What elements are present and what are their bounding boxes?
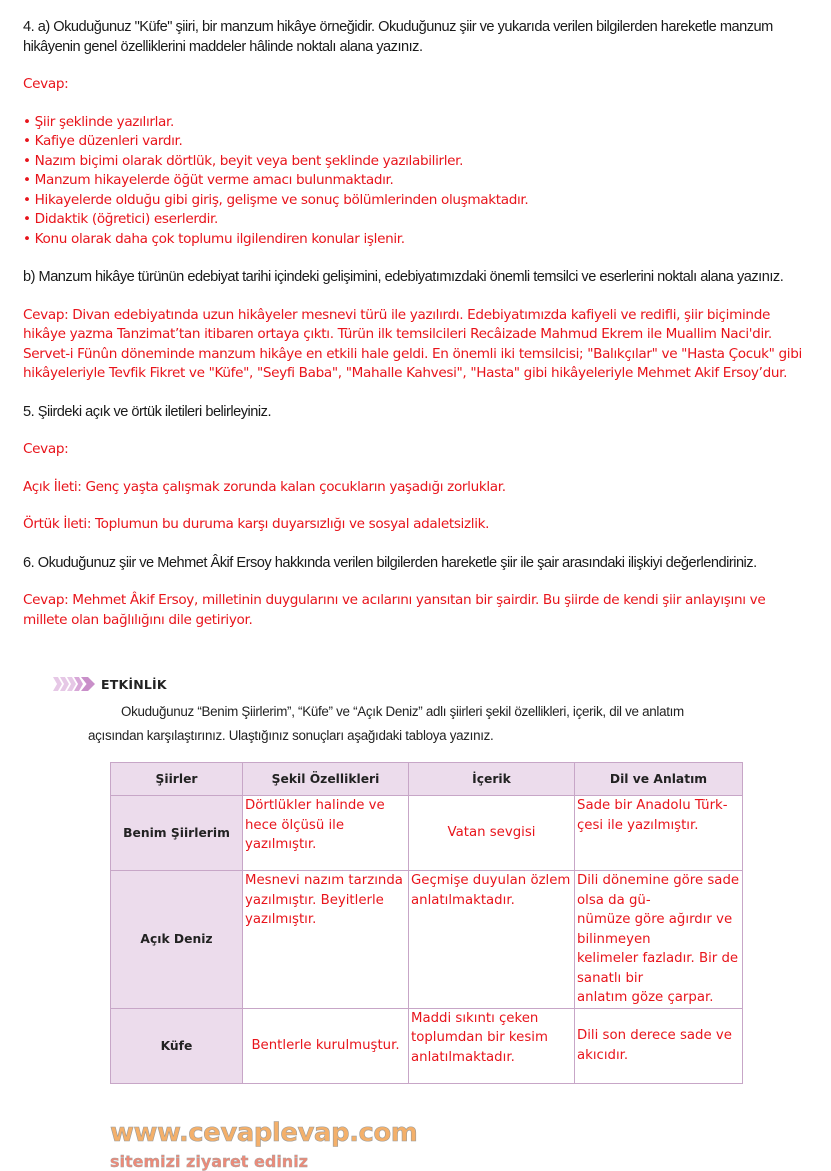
list-item: • Kafiye düzenleri vardır. (23, 132, 813, 152)
cell-icerik: Vatan sevgisi (409, 796, 575, 871)
answer-4a-list (23, 113, 813, 250)
list-item: • Şiir şeklinde yazılırlar. (23, 113, 813, 133)
cell-sekil: Bentlerle kurulmuştur. (243, 1008, 409, 1083)
cell-icerik: Maddi sıkıntı çeken toplumdan bir kesim anlatılmaktadır. (409, 1008, 575, 1083)
list-item: • Manzum hikayelerde öğüt verme amacı bulunmaktadır. (23, 171, 813, 191)
row-header-acik-deniz: Açık Deniz (111, 871, 243, 1009)
list-item: • Konu olarak daha çok toplumu ilgilendiren konular işlenir. (23, 230, 813, 250)
column-header-dil: Dil ve Anlatım (575, 763, 743, 796)
cell-dil-line: nümüze göre ağırdır ve bilinmeyen (577, 912, 733, 947)
answer-label-4a: Cevap: (23, 76, 69, 92)
list-item: • Didaktik (öğretici) eserlerdir. (23, 210, 813, 230)
etkinlik-header (53, 674, 733, 694)
answer-5-ortuk: Örtük İleti: Toplumun bu duruma karşı duyarsızlığı ve sosyal adaletsizlik. (23, 516, 490, 532)
cell-icerik: Geçmişe duyulan özlem anlatılmaktadır. (409, 871, 575, 1009)
answer-5-acik: Açık İleti: Genç yaşta çalışmak zorunda kalan çocukların yaşadığı zorluklar. (23, 478, 506, 495)
cell-dil-line: kelimeler fazladır. Bir de sanatlı bir (577, 951, 739, 986)
watermark-main: www.cevaplevap.com (110, 1117, 418, 1148)
cell-dil-line: anlatım göze çarpar. (577, 990, 714, 1005)
etkinlik-instructions: Okuduğunuz “Benim Şiirlerim”, “Küfe” ve “Açık Deniz” adlı şiirleri şekil özellikleri, içerik, dil ve anlatım açısından karşılaştırınız. Ulaştığınız sonuçları aşağıdaki tabloya yazınız. (88, 704, 684, 743)
list-item: • Nazım biçimi olarak dörtlük, beyit veya bent şeklinde yazılabilirler. (23, 152, 813, 172)
etkinlik-title: ETKİNLİK (101, 676, 167, 692)
watermark-band (110, 1118, 742, 1171)
table-row (111, 871, 743, 1009)
table-header-row (111, 763, 743, 796)
list-item: • Hikayelerde olduğu gibi giriş, gelişme ve sonuç bölümlerinden oluşmaktadır. (23, 191, 813, 211)
chevron-arrows-icon (53, 677, 93, 691)
cell-dil: Sade bir Anadolu Türkçesi ile yazılmıştır. (575, 796, 743, 871)
answer-label-5: Cevap: (23, 441, 69, 457)
table-row (111, 1008, 743, 1083)
table-row (111, 796, 743, 871)
question-5: 5. Şiirdeki açık ve örtük iletileri belirleyiniz. (23, 403, 272, 420)
question-6: 6. Okuduğunuz şiir ve Mehmet Âkif Ersoy hakkında verilen bilgilerden hareketle şiir ile şair arasındaki ilişkiyi değerlendiriniz. (23, 554, 757, 571)
answer-6: Cevap: Mehmet Âkif Ersoy, milletinin duygularını ve acılarını yansıtan bir şairdir. Bu şiirde de kendi şiir anlayışını ve millete olan bağlılığını dile getiriyor. (23, 592, 766, 628)
comparison-table (110, 762, 743, 1084)
cell-dil-line: Dili dönemine göre sade olsa da gü- (577, 873, 740, 908)
column-header-siirler: Şiirler (111, 763, 243, 796)
watermark-secondary: sitemizi ziyaret ediniz (110, 1151, 308, 1171)
cell-dil: Dili son derece sade ve akıcıdır. (575, 1008, 743, 1083)
cell-dil (575, 871, 743, 1009)
questions-section (23, 18, 813, 630)
row-header-kufe: Küfe (111, 1008, 243, 1083)
question-4b: b) Manzum hikâye türünün edebiyat tarihi içindeki gelişimini, edebiyatımızdaki önemli temsilci ve eserlerini noktalı alana yazınız. (23, 269, 784, 285)
cell-sekil: Dörtlükler halinde ve hece ölçüsü ile yazılmıştır. (243, 796, 409, 871)
question-4a: 4. a) Okuduğunuz "Küfe" şiiri, bir manzum hikâye örneğidir. Okuduğunuz şiir ve yukarıda verilen bilgilerden hareketle manzum hikâyenin genel özelliklerini maddeler hâlinde noktalı alana yazınız. (23, 19, 773, 55)
column-header-sekil: Şekil Özellikleri (243, 763, 409, 796)
column-header-icerik: İçerik (409, 763, 575, 796)
etkinlik-section (53, 674, 733, 748)
row-header-benim-siirlerim: Benim Şiirlerim (111, 796, 243, 871)
answer-4b: Cevap: Divan edebiyatında uzun hikâyeler mesnevi türü ile yazılırdı. Edebiyatımızda kafiyeli ve redifli, şiir biçiminde hikâye yazma Tanzimat’tan itibaren ortaya çıktı. Türün ilk temsilcileri Recâizade Mahmud Ekrem ile Muallim Naci'dir. Servet-i Fünûn döneminde manzum hikâye en etkili hale geldi. En önemli iki temsilcisi; "Balıkçılar" ve "Hasta Çocuk" gibi hikâyeleriyle Tevfik Fikret ve "Küfe", "Seyfi Baba", "Mahalle Kahvesi", "Hasta" gibi hikâyeleriyle Mehmet Akif Ersoy’dur. (23, 306, 802, 381)
cell-sekil: Mesnevi nazım tarzında yazılmıştır. Beyitlerle yazılmıştır. (243, 871, 409, 1009)
